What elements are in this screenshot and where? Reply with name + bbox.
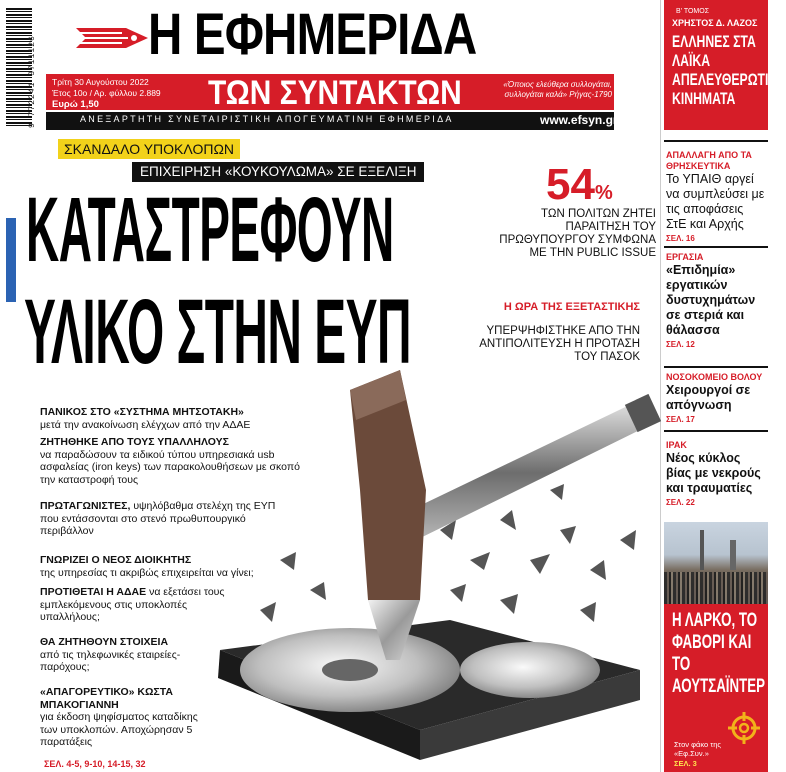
photo-crowd <box>664 572 768 604</box>
supplement-author: ΧΡΗΣΤΟΣ Δ. ΛΑΖΟΣ <box>672 18 758 28</box>
sidebar-headline: «Επιδημία» εργατικών δυστυχημάτων σε στεριά και θάλασσα <box>666 263 756 337</box>
topic-kicker: ΣΚΑΝΔΑΛΟ ΥΠΟΚΛΟΠΩΝ <box>58 139 240 159</box>
sidebar-kicker: ΝΟΣΟΚΟΜΕΙΟ ΒΟΛΟΥ <box>666 372 763 382</box>
larko-title: Η ΛΑΡΚΟ, ΤΟ ΦΑΒΟΡΙ ΚΑΙ ΤΟ ΑΟΥΤΣΑΪΝΤΕΡ <box>672 610 765 697</box>
sidebar-page: ΣΕΛ. 12 <box>666 340 695 349</box>
main-headline-line2: ΥΛΙΚΟ ΣΤΗΝ ΕΥΠ <box>24 281 412 383</box>
subtopic-kicker: ΕΠΙΧΕΙΡΗΣΗ «ΚΟΥΚΟΥΛΩΜΑ» ΣΕ ΕΞΕΛΙΞΗ <box>132 162 424 182</box>
sidebar-page: ΣΕΛ. 16 <box>666 234 695 243</box>
bullet-lead: «ΑΠΑΓΟΡΕΥΤΙΚΟ» ΚΩΣΤΑ ΜΠΑΚΟΓΙΑΝΝΗ <box>40 686 173 711</box>
website-link[interactable]: www.efsyn.gr <box>540 113 618 127</box>
larko-note: Στον φάκο της «Εφ.Συν.» <box>674 740 721 758</box>
sidebar-kicker: ΑΠΑΛΛΑΓΗ ΑΠΟ ΤΑ ΘΡΗΣΚΕΥΤΙΚΑ <box>666 150 752 171</box>
pen-logo-icon <box>72 18 152 58</box>
masthead-quote: «Όποιος ελεύθερα συλλογάται, συλλογάται καλά» Ρήγας-1790 <box>503 80 612 99</box>
larko-page: ΣΕΛ. 3 <box>674 759 697 768</box>
main-story-pages: ΣΕΛ. 4-5, 9-10, 14-15, 32 <box>44 759 146 769</box>
story-bullet <box>40 636 190 674</box>
probe-kicker: Η ΩΡΑ ΤΗΣ ΕΞΕΤΑΣΤΙΚΗΣ <box>503 301 640 313</box>
sidebar-page: ΣΕΛ. 22 <box>666 498 695 507</box>
issue-info <box>52 77 202 110</box>
poll-symbol: % <box>594 182 613 204</box>
bullet-lead: ΓΝΩΡΙΖΕΙ Ο ΝΕΟΣ ΔΙΟΙΚΗΤΗΣ <box>40 554 192 566</box>
sidebar-headline: Χειρουργοί σε απόγνωση <box>666 383 751 412</box>
supplement-volume: Β' ΤΟΜΟΣ <box>676 8 710 15</box>
bullet-lead: ΠΡΟΤΙΘΕΤΑΙ Η ΑΔΑΕ <box>40 586 147 598</box>
sidebar-divider <box>664 246 768 248</box>
poll-number: 54 <box>546 160 595 209</box>
main-headline-line1: ΚΑΤΑΣΤΡΕΦΟΥΝ <box>26 179 394 281</box>
story-bullet <box>40 500 280 538</box>
bullet-lead: ΠΡΩΤΑΓΩΝΙΣΤΕΣ, <box>40 500 131 512</box>
sidebar-story[interactable] <box>666 372 766 424</box>
bullet-body: για έκδοση ψηφίσματος καταδίκης των υποκλοπών. Αποχώρησαν 5 παρατάξεις <box>40 711 198 748</box>
story-bullet <box>40 586 230 624</box>
story-bullet <box>40 686 200 749</box>
tagline: ΑΝΕΞΑΡΤΗΤΗ ΣΥΝΕΤΑΙΡΙΣΤΙΚΗ ΑΠΟΓΕΥΜΑΤΙΝΗ ΕΦΗΜΕΡΙΔΑ <box>80 114 454 124</box>
sidebar-story[interactable] <box>666 440 766 507</box>
sidebar-divider <box>664 140 768 142</box>
bullet-lead: ΘΑ ΖΗΤΗΘΟΥΝ ΣΤΟΙΧΕΙΑ <box>40 636 169 648</box>
edge-marker <box>6 218 16 302</box>
newspaper-name-line2: ΤΩΝ ΣΥΝΤΑΚΤΩΝ <box>208 74 462 112</box>
sidebar-kicker: ΙΡΑΚ <box>666 440 687 450</box>
story-bullet <box>40 436 312 486</box>
supplement-title: ΕΛΛΗΝΕΣ ΣΤΑ ΛΑΪΚΑ ΑΠΕΛΕΥΘΕΡΩΤΙΚΑ ΚΙΝΗΜΑΤΑ <box>672 32 786 108</box>
photo-chimney <box>700 530 704 570</box>
sidebar-kicker: ΕΡΓΑΣΙΑ <box>666 252 704 262</box>
bullet-body: της υπηρεσίας τι ακριβώς επιχειρείται να γίνει; <box>40 566 254 579</box>
story-bullet <box>40 554 300 579</box>
photo-chimney <box>730 540 736 570</box>
sidebar-story[interactable] <box>666 252 766 349</box>
sidebar-story[interactable] <box>666 150 766 243</box>
bullet-body: από τις τηλεφωνικές εταιρείες-παρόχους; <box>40 648 181 673</box>
issue-price: Ευρώ 1,50 <box>52 99 99 110</box>
sidebar-divider <box>664 430 768 432</box>
bullet-lead: ΠΑΝΙΚΟΣ ΣΤΟ «ΣΥΣΤΗΜΑ ΜΗΤΣΟΤΑΚΗ» <box>40 406 244 418</box>
sidebar-headline: Νέος κύκλος βίας με νεκρούς και τραυματίες <box>666 451 761 495</box>
bullet-body: υψηλόβαθμα στελέχη της ΕΥΠ που εντάσσονται στο στενό πρωθυπουργικό περιβάλλον <box>40 500 276 537</box>
sidebar-headline: Το ΥΠΑΙΘ αργεί να συμπλεύσει με τις αποφάσεις ΣτΕ και Αρχής <box>666 172 765 231</box>
sidebar-divider <box>664 366 768 368</box>
issue-number: Έτος 10ο / Αρ. φύλλου 2.889 <box>52 88 161 98</box>
poll-text: ΤΩΝ ΠΟΛΙΤΩΝ ΖΗΤΕΙ ΠΑΡΑΙΤΗΣΗ ΤΟΥ ΠΡΩΘΥΠΟΥΡΓΟΥ ΣΥΜΦΩΝΑ ΜΕ THN PUBLIC ISSUE <box>499 208 656 259</box>
story-bullet <box>40 406 330 431</box>
newspaper-name: Η ΕΦΗΜΕΡΙΔΑ <box>148 2 477 67</box>
barcode-number: 9 772241 3711126 <box>28 35 37 128</box>
issue-date: Τρίτη 30 Αυγούστου 2022 <box>52 77 149 87</box>
bullet-body: μετά την ανακοίνωση ελέγχων από την ΑΔΑΕ <box>40 418 251 431</box>
bullet-body: να παραδώσουν τα ειδικού τύπου υπηρεσιακά usb ασφαλείας (iron keys) των παρακολουθήσεων με σκοπό την καταστροφή τους <box>40 448 300 486</box>
bullet-body: να εξετάσει τους εμπλεκόμενους στις υποκλοπές υπαλλήλους; <box>40 586 225 623</box>
bullet-lead: ΖΗΤΗΘΗΚΕ ΑΠΟ ΤΟΥΣ ΥΠΑΛΛΗΛΟΥΣ <box>40 436 229 448</box>
sidebar-page: ΣΕΛ. 17 <box>666 415 695 424</box>
probe-text: ΥΠΕΡΨΗΦΙΣΤΗΚΕ ΑΠΟ ΤΗΝ ΑΝΤΙΠΟΛΙΤΕΥΣΗ Η ΠΡΟΤΑΣΗ ΤΟΥ ΠΑΣΟΚ <box>479 325 640 363</box>
